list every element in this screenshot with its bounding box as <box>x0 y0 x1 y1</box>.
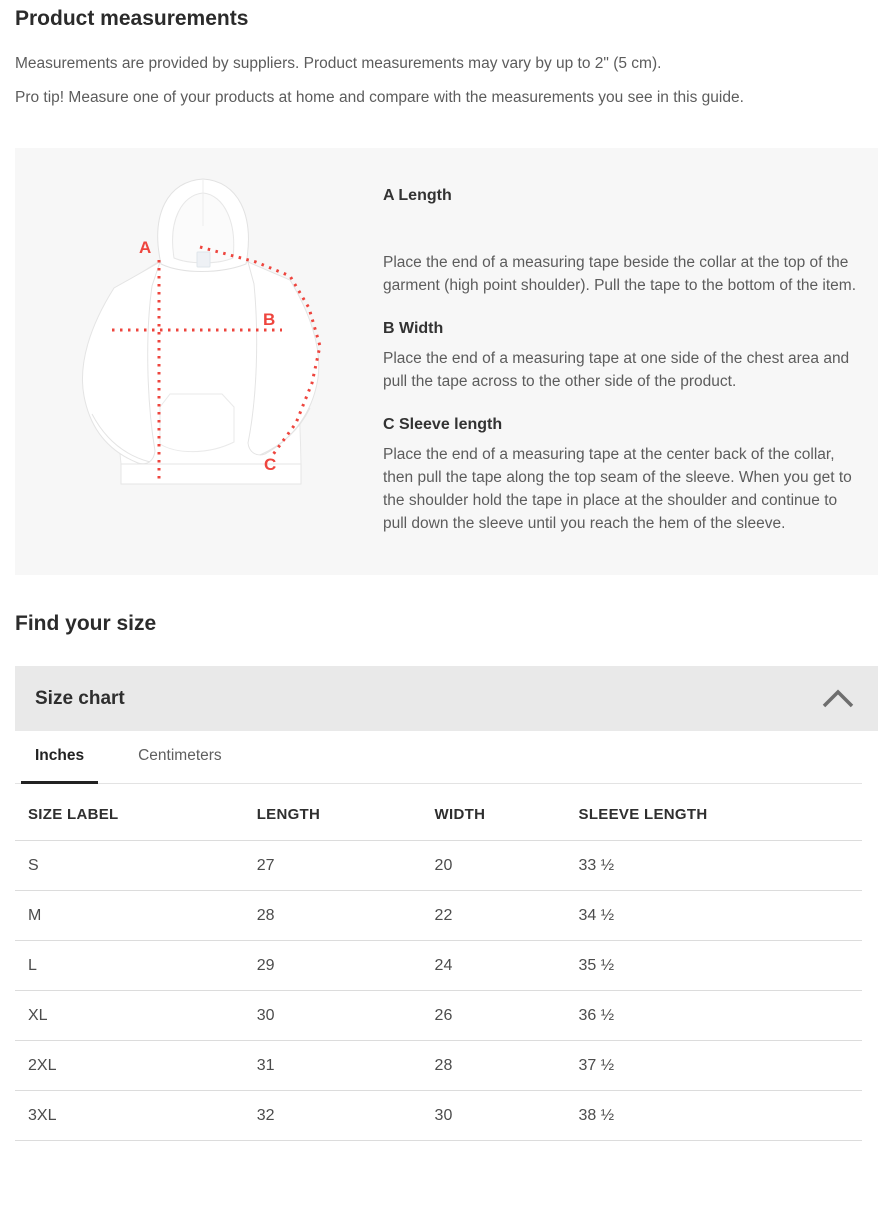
neck-tag <box>197 252 210 267</box>
cell-length: 30 <box>244 991 422 1041</box>
table-row <box>15 1041 862 1091</box>
cell-sleeve: 37 ½ <box>566 1041 862 1091</box>
chevron-up-icon <box>820 687 856 711</box>
width-description: Place the end of a measuring tape at one side of the chest area and pull the tape across to the other side of the product. <box>383 350 850 390</box>
cell-sleeve: 34 ½ <box>566 891 862 941</box>
length-heading: A Length <box>383 187 452 204</box>
cell-sleeve: 33 ½ <box>566 841 862 891</box>
length-description: Place the end of a measuring tape beside the collar at the top of the garment (high point shoulder). Pull the tape to the bottom of the item. <box>383 254 857 294</box>
cell-length: 28 <box>244 891 422 941</box>
cell-size: 3XL <box>15 1091 244 1141</box>
cell-length: 31 <box>244 1041 422 1091</box>
cell-width: 26 <box>422 991 566 1041</box>
intro-text-suppliers: Measurements are provided by suppliers. Product measurements may vary by up to 2" (5 cm). <box>15 55 662 72</box>
cell-width: 24 <box>422 941 566 991</box>
table-row <box>15 1091 862 1141</box>
cell-size: L <box>15 941 244 991</box>
cell-width: 22 <box>422 891 566 941</box>
cell-sleeve: 38 ½ <box>566 1091 862 1141</box>
diagram-label-a: A <box>139 238 152 257</box>
cell-size: 2XL <box>15 1041 244 1091</box>
table-row <box>15 991 862 1041</box>
table-header-row <box>15 784 862 841</box>
cell-size: XL <box>15 991 244 1041</box>
cell-length: 27 <box>244 841 422 891</box>
cell-length: 29 <box>244 941 422 991</box>
cell-width: 20 <box>422 841 566 891</box>
cell-sleeve: 36 ½ <box>566 991 862 1041</box>
cell-size: M <box>15 891 244 941</box>
size-chart-toggle[interactable] <box>15 666 878 731</box>
size-chart-table <box>15 784 862 1141</box>
column-sleeve-length: SLEEVE LENGTH <box>578 806 708 823</box>
find-your-size-heading: Find your size <box>15 612 157 635</box>
width-heading: B Width <box>383 320 444 337</box>
diagram-label-b: B <box>263 310 276 329</box>
tab-centimeters[interactable]: Centimeters <box>138 747 222 764</box>
size-chart-label: Size chart <box>35 687 125 709</box>
tab-inches[interactable]: Inches <box>21 731 98 784</box>
diagram-label-c: C <box>264 455 277 474</box>
measurement-descriptions <box>383 186 860 535</box>
sleeve-length-description: Place the end of a measuring tape at the center back of the collar, then pull the tape along the top seam of the sleeve. When you get to the shoulder hold the tape in place at the shoulder and continue to pull down the sleeve until you reach the hem of the sleeve. <box>383 446 852 532</box>
cell-length: 32 <box>244 1091 422 1141</box>
cell-size: S <box>15 841 244 891</box>
table-row <box>15 891 862 941</box>
unit-tabs <box>15 731 862 784</box>
cell-sleeve: 35 ½ <box>566 941 862 991</box>
sleeve-length-heading: C Sleeve length <box>383 416 503 433</box>
table-row <box>15 841 862 891</box>
hoodie-illustration <box>60 168 360 498</box>
page-title: Product measurements <box>15 7 249 30</box>
column-width: WIDTH <box>434 806 486 823</box>
table-row <box>15 941 862 991</box>
cell-width: 30 <box>422 1091 566 1141</box>
hoodie-measurement-diagram <box>60 168 360 535</box>
column-size-label: SIZE LABEL <box>28 806 119 823</box>
intro-text-protip: Pro tip! Measure one of your products at home and compare with the measurements you see in this guide. <box>15 89 744 106</box>
cell-width: 28 <box>422 1041 566 1091</box>
measurement-guide-panel <box>15 148 878 575</box>
column-length: LENGTH <box>256 806 321 823</box>
